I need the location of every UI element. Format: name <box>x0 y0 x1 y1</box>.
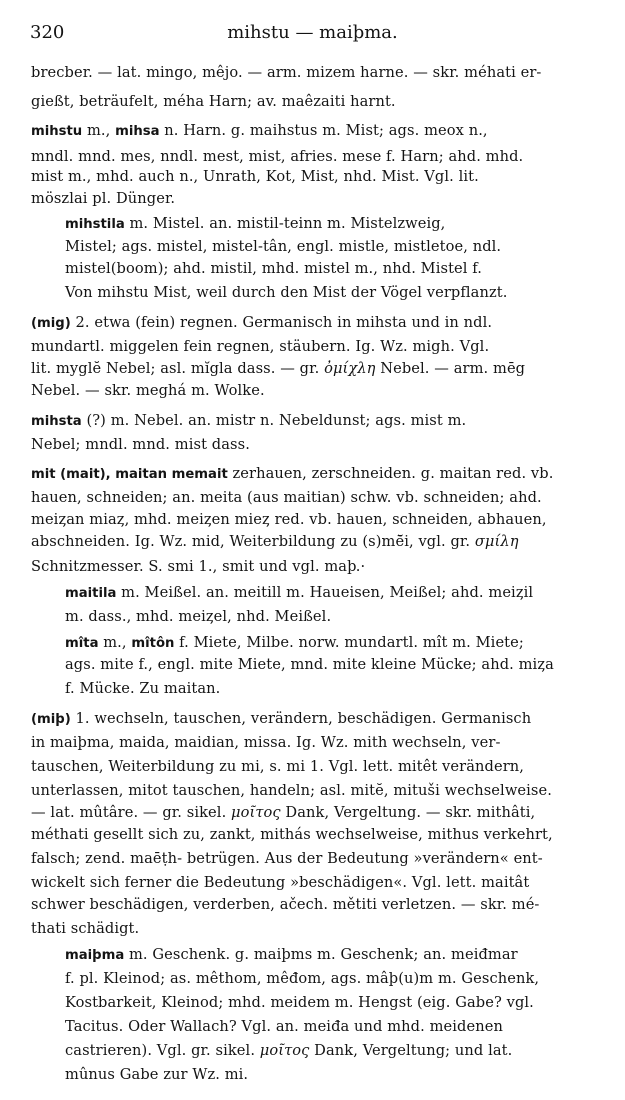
text-line <box>65 606 331 627</box>
headword: (miþ) <box>31 712 71 727</box>
text-line <box>31 336 489 357</box>
text-segment: zerhauen, zerschneiden. g. maitan red. vb. <box>227 465 554 482</box>
headword: (mig) <box>31 316 71 331</box>
text-segment: Schnitzmesser. S. smi 1., smit und vgl. maþ.· <box>31 558 366 575</box>
headword: mîta <box>65 636 99 651</box>
text-line <box>31 531 519 552</box>
greek-word: μοῖτος <box>231 804 281 821</box>
text-line <box>31 848 543 869</box>
text-line <box>65 258 482 279</box>
text-line <box>31 410 466 432</box>
headword: mihsa <box>115 124 160 139</box>
text-line <box>31 802 535 823</box>
text-line <box>31 918 139 939</box>
text-segment: in maiþma, maida, maidian, missa. Ig. Wz. mith wechseln, ver- <box>31 734 501 751</box>
text-segment: thati schädigt. <box>31 920 140 937</box>
headword: maiþma <box>65 948 125 963</box>
text-line <box>31 756 524 777</box>
text-line <box>65 654 554 675</box>
text-segment: gießt, beträufelt, méha Harn; av. maêzaiti harnt. <box>31 93 396 110</box>
text-segment: mûnus Gabe zur Wz. mi. <box>65 1066 249 1083</box>
text-segment: mist m., mhd. auch n., Unrath, Kot, Mist, nhd. Mist. Vgl. lit. <box>31 168 479 185</box>
text-segment: Kostbarkeit, Kleinod; mhd. meidem m. Hengst (eig. Gabe? vgl. <box>65 994 534 1011</box>
text-segment: méthati gesellt sich zu, zankt, mithás wechselweise, mithus verkehrt, <box>31 826 553 843</box>
text-segment: Dank, Vergeltung. — skr. mithâti, <box>280 804 536 821</box>
text-line <box>65 1040 512 1061</box>
text-segment: m., <box>98 634 132 651</box>
text-segment: abschneiden. Ig. Wz. mid, Weiterbildung zu (s)mē̆i, vgl. gr. <box>31 533 475 550</box>
greek-word: σμίλη <box>474 533 519 550</box>
text-segment: f. Miete, Milbe. norw. mundartl. mît m. Miete; <box>174 634 524 651</box>
text-segment: m. dass., mhd. meiȥel, nhd. Meißel. <box>65 608 332 625</box>
headword: mîtôn <box>131 636 175 651</box>
text-segment: meiȥan miaȥ, mhd. meiȥen mieȥ red. vb. hauen, schneiden, abhauen, <box>31 511 547 528</box>
text-segment: falsch; zend. maēṭh- betrügen. Aus der Bedeutung »verändern« ent- <box>31 850 543 867</box>
headword: mihsta <box>31 414 82 429</box>
text-segment: Mistel; ags. mistel, mistel-tân, engl. mistle, mistletoe, ndl. <box>65 238 502 255</box>
text-line <box>31 463 553 485</box>
text-segment: m. Meißel. an. meitill m. Haueisen, Meißel; ahd. meiȥil <box>116 584 534 601</box>
headword: mit (mait), maitan memait <box>31 467 228 482</box>
headword: maitila <box>65 586 117 601</box>
text-segment: m. Geschenk. g. maiþms m. Geschenk; an. meiđmar <box>124 946 518 963</box>
text-line <box>65 582 533 604</box>
text-segment: f. pl. Kleinod; as. mêthom, mêđom, ags. mâþ(u)m m. Geschenk, <box>65 970 540 987</box>
text-line <box>31 188 175 209</box>
text-segment: mundartl. miggelen fein regnen, stäubern. Ig. Wz. migh. Vgl. <box>31 338 490 355</box>
text-line <box>31 358 525 379</box>
text-segment: castrieren). Vgl. gr. sikel. <box>65 1042 260 1059</box>
greek-word: ὀμίχλη <box>324 360 376 377</box>
text-segment: f. Mücke. Zu maitan. <box>65 680 221 697</box>
headword: mihstu <box>31 124 83 139</box>
text-segment: n. Harn. g. maihstus m. Mist; ags. meox n., <box>159 122 488 139</box>
text-line <box>65 968 539 989</box>
text-line <box>31 120 488 142</box>
text-segment: hauen, schneiden; an. meita (aus maitian) schw. vb. schneiden; ahd. <box>31 489 542 506</box>
text-segment: mistel(boom); ahd. mistil, mhd. mistel m., nhd. Mistel f. <box>65 260 483 277</box>
text-line <box>31 434 250 455</box>
headword: mihstila <box>65 217 125 232</box>
text-line <box>31 824 553 845</box>
text-line <box>65 992 534 1013</box>
text-segment: mndl. mnd. mes, nndl. mest, mist, afries. mese f. Harn; ahd. mhd. <box>31 148 524 165</box>
text-line <box>31 509 547 530</box>
text-segment: Von mihstu Mist, weil durch den Mist der Vögel verpflanzt. <box>65 284 508 301</box>
text-line <box>31 556 365 577</box>
text-segment: Nebel. — skr. meghá m. Wolke. <box>31 382 265 399</box>
text-segment: m., <box>82 122 116 139</box>
text-segment: 1. wechseln, tauschen, verändern, beschädigen. Germanisch <box>70 710 532 727</box>
text-segment: Nebel. — arm. mēg <box>375 360 526 377</box>
text-line <box>65 236 501 257</box>
text-segment: ags. mite f., engl. mite Miete, mnd. mite kleine Mücke; ahd. miȥa <box>65 656 554 673</box>
page-number: 320 <box>30 22 65 43</box>
text-segment: Tacitus. Oder Wallach? Vgl. an. meiđa und mhd. meidenen <box>65 1018 503 1035</box>
text-line <box>31 380 265 401</box>
text-line <box>65 1064 248 1085</box>
text-segment: unterlassen, mitot tauschen, handeln; asl. mitĕ, mituši wechselweise. <box>31 782 552 799</box>
text-line <box>31 166 479 187</box>
text-line <box>31 708 531 730</box>
text-line <box>31 487 542 508</box>
text-line <box>65 944 518 966</box>
text-line <box>65 282 507 303</box>
text-line <box>31 894 539 915</box>
text-segment: 2. etwa (fein) regnen. Germanisch in mihsta und in ndl. <box>70 314 493 331</box>
text-line <box>31 146 523 167</box>
text-segment: möszlai pl. Dünger. <box>31 190 176 207</box>
page-header <box>0 22 625 52</box>
text-segment: schwer beschädigen, verderben, ačech. mětiti verletzen. — skr. mé- <box>31 896 540 913</box>
text-line <box>65 678 220 699</box>
text-segment: brecber. — lat. mingo, mêjo. — arm. mizem harne. — skr. méhati er- <box>31 64 542 81</box>
text-line <box>31 312 492 334</box>
text-segment: — lat. mûtâre. — gr. sikel. <box>31 804 232 821</box>
text-segment: (?) m. Nebel. an. mistr n. Nebeldunst; ags. mist m. <box>81 412 467 429</box>
text-line <box>65 1016 503 1037</box>
text-segment: Nebel; mndl. mnd. mist dass. <box>31 436 250 453</box>
greek-word: μοῖτος <box>259 1042 310 1059</box>
text-segment: wickelt sich ferner die Bedeutung »beschädigen«. Vgl. lett. maitât <box>31 874 530 891</box>
text-line <box>65 213 445 235</box>
text-segment: lit. myglĕ Nebel; asl. mĭgla dass. — gr. <box>31 360 325 377</box>
running-title: mihstu — maiþma. <box>227 22 398 43</box>
text-line <box>31 62 541 83</box>
text-line <box>65 632 524 654</box>
text-segment: m. Mistel. an. mistil-teinn m. Mistelzweig, <box>124 215 446 232</box>
text-segment: tauschen, Weiterbildung zu mi, s. mi 1. Vgl. lett. mitêt verändern, <box>31 758 525 775</box>
text-line <box>31 872 529 893</box>
text-line <box>31 91 396 112</box>
text-line <box>31 732 500 753</box>
text-line <box>31 780 552 801</box>
text-segment: Dank, Vergeltung; und lat. <box>309 1042 513 1059</box>
